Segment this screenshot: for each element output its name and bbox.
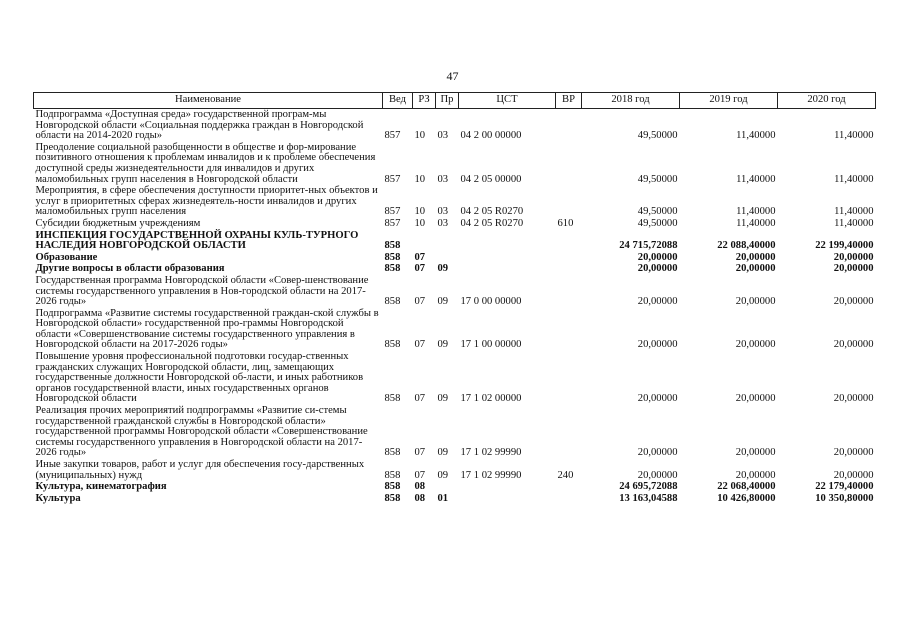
cell-rz: 07 [414,296,426,308]
cell-name [34,252,383,264]
cell-ved: 858 [384,469,401,481]
cell-2018: 20,00000 [637,251,678,263]
table-row [34,275,876,308]
cell-cst [459,263,556,275]
table-row [34,230,876,252]
row-name-text: Образование [35,251,98,263]
cell-cst [459,481,556,493]
cell-2018: 24 715,72088 [619,240,678,252]
cell-pr: 09 [437,296,449,308]
cell-pr: 09 [437,447,449,459]
table-row [34,109,876,142]
cell-ved: 858 [384,393,401,405]
cell-ved: 858 [384,240,401,252]
cell-rz: 07 [414,339,426,351]
cell-cst: 17 1 02 99990 [460,469,522,481]
cell-pr: 09 [437,469,449,481]
cell-name [34,185,383,218]
row-name-text: Подпрограмма «Развитие системы государственной граждан-ской службы в Новгородской области» государственной про-граммы Новгородской области «Совершенствование системы государственного управления в Новгородской области на 2017-2026 годы» [35,307,379,351]
cell-2020: 20,00000 [833,339,874,351]
cell-2018: 20,00000 [637,296,678,308]
cell-2018: 20,00000 [637,469,678,481]
cell-rz: 10 [414,130,426,142]
cell-vr [556,263,582,275]
cell-pr: 09 [437,263,449,275]
cell-2019: 22 068,40000 [717,481,776,493]
cell-rz: 10 [414,173,426,185]
cell-2019: 10 426,80000 [717,492,776,504]
cell-rz: 07 [414,447,426,459]
cell-2020: 20,00000 [833,251,874,263]
cell-vr [556,109,582,142]
cell-rz: 08 [414,481,426,493]
cell-cst: 04 2 00 00000 [460,130,522,142]
table-row [34,351,876,405]
budget-table [33,92,876,504]
cell-name [34,142,383,185]
cell-rz: 10 [414,217,426,229]
cell-cst: 04 2 05 R0270 [460,206,524,218]
table-body [34,109,876,505]
cell-2018: 49,50000 [637,130,678,142]
cell-ved: 858 [384,481,401,493]
table-row [34,459,876,481]
cell-name [34,405,383,459]
table-header-row [34,93,876,109]
cell-pr: 03 [437,206,449,218]
cell-2018: 49,50000 [637,217,678,229]
row-name-text: Другие вопросы в области образования [35,263,225,275]
cell-2019: 20,00000 [735,263,776,275]
cell-2019: 11,40000 [736,130,776,142]
table-row [34,405,876,459]
cell-name [34,308,383,351]
table-row [34,252,876,264]
cell-2020: 11,40000 [834,217,874,229]
table-row [34,263,876,275]
table-row [34,142,876,185]
cell-vr [556,252,582,264]
cell-2020: 20,00000 [833,469,874,481]
cell-name [34,493,383,505]
cell-vr [556,142,582,185]
cell-cst: 17 1 00 00000 [460,339,522,351]
table-row [34,218,876,230]
cell-2018: 13 163,04588 [619,492,678,504]
cell-2018: 20,00000 [637,263,678,275]
cell-ved: 857 [384,130,401,142]
header-name: Наименование [34,93,383,109]
row-name-text: Реализация прочих мероприятий подпрограммы «Развитие си-стемы государственной гражданской службы в Новгородской области» государственной программы Новгородской области «Совершенствование системы государственного управления в Новгородской области на 2017-2026 годы» [35,405,368,459]
cell-rz: 10 [414,206,426,218]
table-row [34,493,876,505]
cell-ved: 858 [384,263,401,275]
cell-2019: 20,00000 [735,469,776,481]
cell-2019: 20,00000 [735,447,776,459]
cell-ved: 857 [384,173,401,185]
cell-2019: 20,00000 [735,339,776,351]
cell-name [34,351,383,405]
cell-2020: 20,00000 [833,393,874,405]
cell-cst: 04 2 05 R0270 [460,217,524,229]
cell-2018: 24 695,72088 [619,481,678,493]
header-rz: РЗ [413,93,436,109]
cell-cst [459,230,556,252]
cell-2018: 49,50000 [637,173,678,185]
cell-cst: 17 0 00 00000 [460,296,522,308]
cell-2019: 11,40000 [736,206,776,218]
cell-vr: 240 [557,469,574,481]
cell-rz: 07 [414,251,426,263]
row-name-text: Иные закупки товаров, работ и услуг для обеспечения госу-дарственных (муниципальных) нужд [35,459,365,481]
cell-rz: 07 [414,469,426,481]
cell-vr [556,308,582,351]
cell-vr [556,275,582,308]
cell-vr [556,185,582,218]
cell-2020: 20,00000 [833,447,874,459]
cell-2018: 49,50000 [637,206,678,218]
cell-2020: 11,40000 [834,130,874,142]
header-ved: Вед [383,93,413,109]
cell-2019: 20,00000 [735,296,776,308]
cell-vr [556,230,582,252]
header-vr: ВР [556,93,582,109]
cell-ved: 858 [384,447,401,459]
cell-vr [556,405,582,459]
header-2019: 2019 год [680,93,778,109]
cell-name [34,218,383,230]
cell-name [34,275,383,308]
table-row [34,481,876,493]
cell-2020: 22 199,40000 [815,240,874,252]
cell-2020: 22 179,40000 [815,481,874,493]
cell-2020: 10 350,80000 [815,492,874,504]
row-name-text: Культура [35,492,81,504]
cell-name [34,481,383,493]
cell-2019: 11,40000 [736,217,776,229]
header-pr: Пр [436,93,459,109]
cell-ved: 857 [384,217,401,229]
row-name-text: Субсидии бюджетным учреждениям [35,217,201,229]
cell-rz: 07 [414,263,426,275]
cell-2019: 20,00000 [735,251,776,263]
cell-pr: 03 [437,130,449,142]
cell-name [34,109,383,142]
cell-pr [436,252,459,264]
cell-name [34,459,383,481]
cell-cst [459,493,556,505]
row-name-text: ИНСПЕКЦИЯ ГОСУДАРСТВЕННОЙ ОХРАНЫ КУЛЬ-ТУРНОГО НАСЛЕДИЯ НОВГОРОДСКОЙ ОБЛАСТИ [35,229,359,252]
table-row [34,185,876,218]
cell-pr: 03 [437,217,449,229]
row-name-text: Государственная программа Новгородской области «Совер-шенствование системы государственного управления в Нов-городской области на 2017-2026 годы» [35,274,369,308]
cell-vr: 610 [557,217,574,229]
cell-cst: 17 1 02 00000 [460,393,522,405]
cell-pr: 09 [437,339,449,351]
row-name-text: Мероприятия, в сфере обеспечения доступности приоритет-ных объектов и услуг в приоритетных сферах жизнедеятель-ности инвалидов и других маломобильных групп населения [35,185,378,218]
cell-ved: 857 [384,206,401,218]
cell-pr [436,230,459,252]
row-name-text: Подпрограмма «Доступная среда» государственной програм-мы Новгородской области «Социальная поддержка граждан в Новгородской области на 2014-2020 годы» [35,109,364,142]
cell-2019: 11,40000 [736,173,776,185]
cell-name [34,230,383,252]
cell-2018: 20,00000 [637,447,678,459]
cell-pr: 03 [437,173,449,185]
cell-2020: 11,40000 [834,206,874,218]
cell-2020: 11,40000 [834,173,874,185]
cell-ved: 858 [384,339,401,351]
table-row [34,308,876,351]
cell-cst: 04 2 05 00000 [460,173,522,185]
cell-ved: 858 [384,492,401,504]
cell-ved: 858 [384,251,401,263]
cell-2019: 20,00000 [735,393,776,405]
header-2020: 2020 год [778,93,876,109]
cell-pr: 09 [437,393,449,405]
cell-2018: 20,00000 [637,339,678,351]
page-number: 47 [446,69,459,83]
cell-pr: 01 [437,492,449,504]
cell-cst: 17 1 02 99990 [460,447,522,459]
row-name-text: Преодоление социальной разобщенности в обществе и фор-мирование позитивного отношения к проблемам инвалидов и к проблеме обеспечения доступной среды жизнедеятельности для инвалидов и других маломобильных групп населения в Новгородской области [35,141,376,185]
cell-ved: 858 [384,296,401,308]
cell-rz [413,230,436,252]
cell-vr [556,481,582,493]
cell-vr [556,493,582,505]
cell-2020: 20,00000 [833,296,874,308]
cell-vr [556,351,582,405]
cell-rz: 08 [414,492,426,504]
cell-cst [459,252,556,264]
cell-pr [436,481,459,493]
row-name-text: Повышение уровня профессиональной подготовки государ-ственных гражданских служащих Новгородской области, лиц, замещающих государственные должности Новгородской об-ласти, и иных работников органов государственной власти, иных государственных органов Новгородской области [35,351,364,405]
cell-name [34,263,383,275]
cell-2018: 20,00000 [637,393,678,405]
cell-rz: 07 [414,393,426,405]
cell-2020: 20,00000 [833,263,874,275]
row-name-text: Культура, кинематография [35,481,167,493]
header-2018: 2018 год [582,93,680,109]
header-cst: ЦСТ [459,93,556,109]
cell-2019: 22 088,40000 [717,240,776,252]
